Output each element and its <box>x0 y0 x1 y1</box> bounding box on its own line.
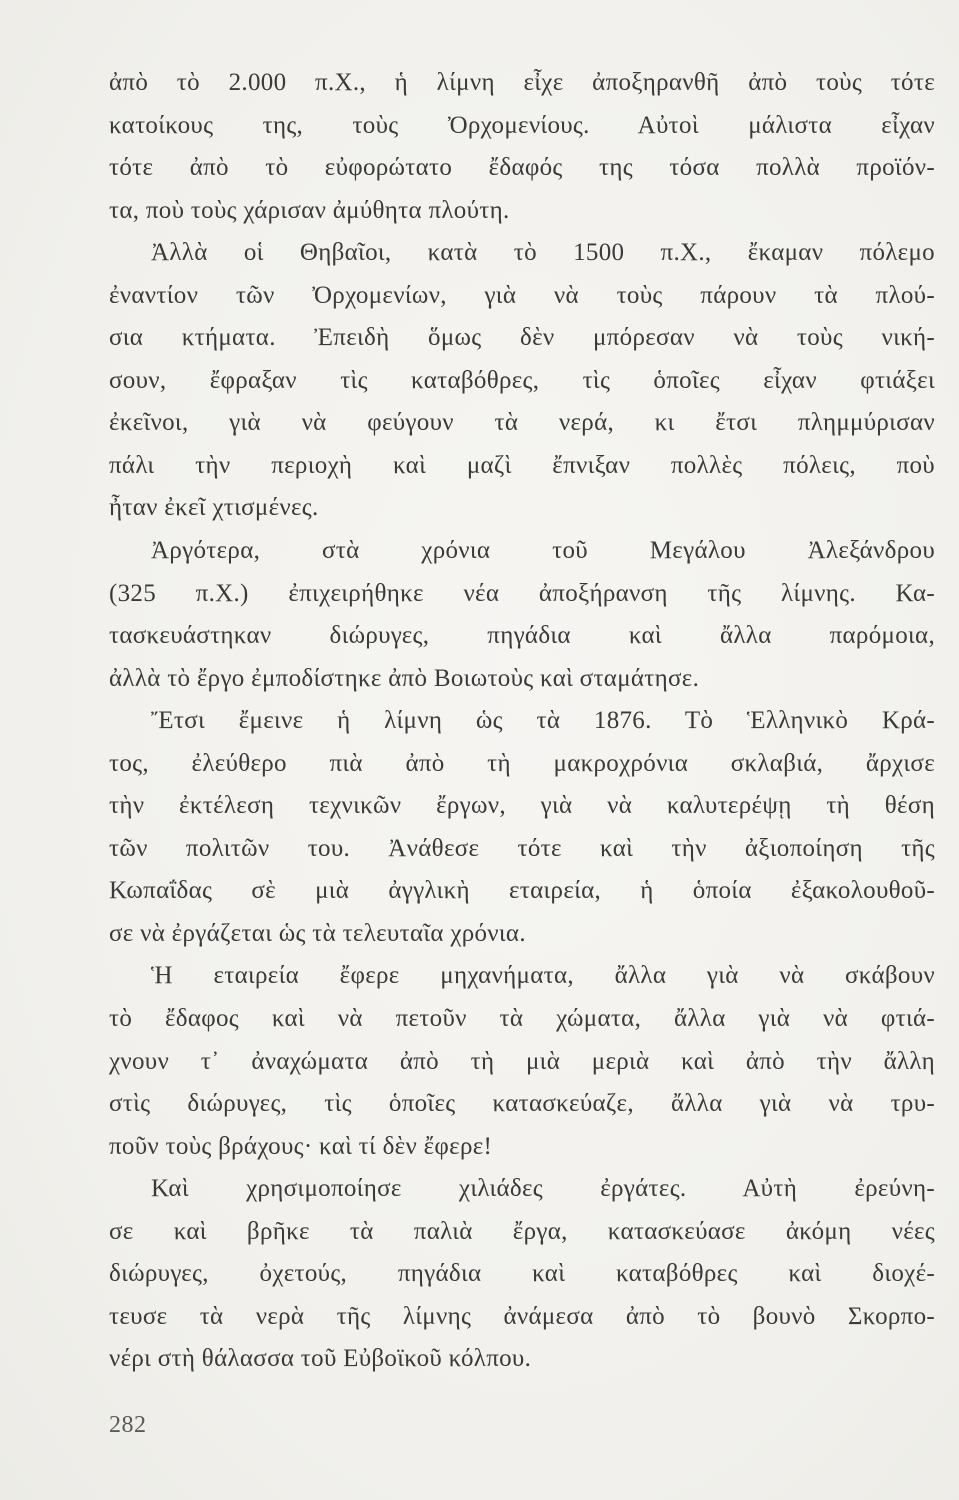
text-line: Ἔτσι ἔμεινε ἡ λίμνη ὡς τὰ 1876. Τὸ Ἑλληνικὸ Κρά- <box>151 707 935 735</box>
text-line: ἀλλὰ τὸ ἔργο ἐμποδίστηκε ἀπὸ Βοιωτοὺς καὶ σταμάτησε. <box>109 664 700 692</box>
text-line: στὶς διώρυγες, τὶς ὁποῖες κατασκεύαζε, ἄλλα γιὰ νὰ τρυ- <box>109 1090 935 1118</box>
text-line: ποῦν τοὺς βράχους· καὶ τί δὲν ἔφερε! <box>109 1132 493 1160</box>
text-line: χνουν τ᾽ ἀναχώματα ἀπὸ τὴ μιὰ μεριὰ καὶ ἀπὸ τὴν ἄλλη <box>109 1047 935 1075</box>
text-line: σουν, ἔφραξαν τὶς καταβόθρες, τὶς ὁποῖες εἶχαν φτιάξει <box>109 366 935 394</box>
text-line: κατοίκους της, τοὺς Ὀρχομενίους. Αὐτοὶ μάλιστα εἶχαν <box>109 111 935 139</box>
text-line: ἀπὸ τὸ 2.000 π.Χ., ἡ λίμνη εἶχε ἀποξηρανθῆ ἀπὸ τοὺς τότε <box>109 69 935 96</box>
text-line: σε καὶ βρῆκε τὰ παλιὰ ἔργα, κατασκεύασε ἀκόμη νέες <box>109 1217 935 1245</box>
text-line: Ἀργότερα, στὰ χρόνια τοῦ Μεγάλου Ἀλεξάνδρου <box>151 537 935 565</box>
text-line: Ἡ εταιρεία ἔφερε μηχανήματα, ἄλλα γιὰ νὰ σκάβουν <box>151 962 935 990</box>
text-line: ἐκεῖνοι, γιὰ νὰ φεύγουν τὰ νερά, κι ἔτσι πλημμύρισαν <box>109 409 935 437</box>
text-line: πάλι τὴν περιοχὴ καὶ μαζὶ ἔπνιξαν πολλὲς πόλεις, ποὺ <box>109 451 935 479</box>
text-line: τότε ἀπὸ τὸ εὐφορώτατο ἔδαφός της τόσα πολλὰ προϊόν- <box>109 154 935 182</box>
text-line: διώρυγες, ὀχετούς, πηγάδια καὶ καταβόθρες καὶ διοχέ- <box>109 1260 935 1288</box>
text-line: (325 π.Χ.) ἐπιχειρήθηκε νέα ἀποξήρανση τῆς λίμνης. Κα- <box>109 579 935 607</box>
text-line: Κωπαΐδας σὲ μιὰ ἀγγλικὴ εταιρεία, ἡ ὁποία ἐξακολουθοῦ- <box>109 877 935 905</box>
text-line: Ἀλλὰ οἱ Θηβαῖοι, κατὰ τὸ 1500 π.Χ., ἔκαμαν πόλεμο <box>151 239 935 267</box>
text-line: τὴν ἐκτέλεση τεχνικῶν ἔργων, γιὰ νὰ καλυτερέψῃ τὴ θέση <box>109 792 935 820</box>
text-line: ἦταν ἐκεῖ χτισμένες. <box>109 494 319 522</box>
text-line: τὸ ἔδαφος καὶ νὰ πετοῦν τὰ χώματα, ἄλλα γιὰ νὰ φτιά- <box>109 1005 935 1033</box>
text-line: τα, ποὺ τοὺς χάρισαν ἀμύθητα πλούτη. <box>109 196 510 224</box>
text-line: τῶν πολιτῶν του. Ἀνάθεσε τότε καὶ τὴν ἀξιοποίηση τῆς <box>109 834 935 862</box>
text-line: νέρι στὴ θάλασσα τοῦ Εὐβοϊκοῦ κόλπου. <box>109 1345 532 1373</box>
text-line: τευσε τὰ νερὰ τῆς λίμνης ἀνάμεσα ἀπὸ τὸ βουνὸ Σκορπο- <box>109 1302 935 1330</box>
text-line: ἐναντίον τῶν Ὀρχομενίων, γιὰ νὰ τοὺς πάρουν τὰ πλού- <box>109 281 935 309</box>
text-line: τασκευάστηκαν διώρυγες, πηγάδια καὶ ἄλλα παρόμοια, <box>109 622 935 650</box>
page-number: 282 <box>109 1412 147 1438</box>
text-line: σε νὰ ἐργάζεται ὡς τὰ τελευταῖα χρόνια. <box>109 919 526 947</box>
text-line: τος, ἐλεύθερο πιὰ ἀπὸ τὴ μακροχρόνια σκλαβιά, ἄρχισε <box>109 749 935 777</box>
body-text <box>109 62 935 1381</box>
text-line: σια κτήματα. Ἐπειδὴ ὅμως δὲν μπόρεσαν νὰ τοὺς νική- <box>109 324 935 352</box>
text-line: Καὶ χρησιμοποίησε χιλιάδες ἐργάτες. Αὐτὴ ἐρεύνη- <box>151 1175 935 1203</box>
